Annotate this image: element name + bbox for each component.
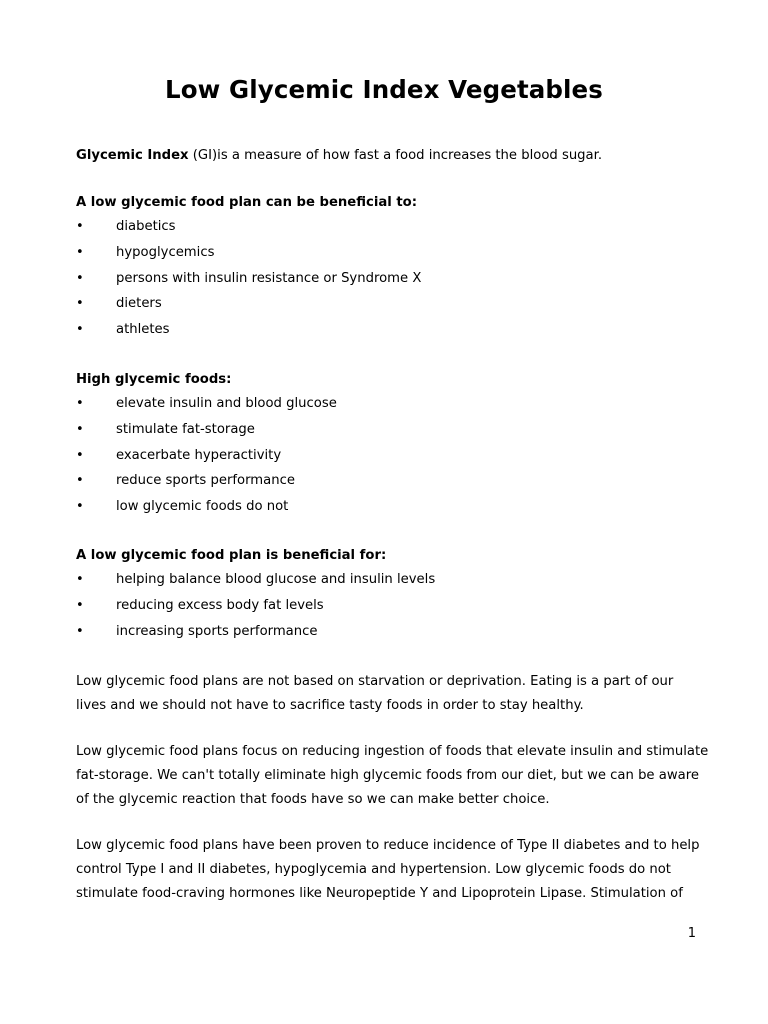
list-item-text: diabetics [116,219,176,234]
list-item-text: athletes [116,322,170,338]
bullet-icon: • [76,597,84,613]
paragraph-starvation [76,670,696,718]
section-heading-beneficial-for: A low glycemic food plan is beneficial for: [76,548,387,563]
list-item-text: helping balance blood glucose and insulin levels [116,572,436,587]
list-item-text: stimulate fat-storage [116,421,255,437]
paragraph-line: stimulate food-craving hormones like Neuropeptide Y and Lipoprotein Lipase. Stimulation of [76,886,683,901]
paragraph-line: fat-storage. We can't totally eliminate high glycemic foods from our diet, but we can be aware [76,768,699,783]
paragraph-proven [76,834,700,906]
page-number: 1 [687,926,696,941]
paragraph-line: Low glycemic food plans are not based on starvation or deprivation. Eating is a part of our [76,674,674,689]
glycemic-index-definition-text: (GI)is a measure of how fast a food increases the blood sugar. [188,148,603,163]
bullet-icon: • [76,296,84,312]
bullet-icon: • [76,499,84,515]
paragraph-line: Low glycemic food plans have been proven to reduce incidence of Type II diabetes and to help [76,838,700,853]
glycemic-index-term: Glycemic Index [76,148,189,163]
list-item-text: elevate insulin and blood glucose [116,396,337,411]
paragraph-line: Low glycemic food plans focus on reducing ingestion of foods that elevate insulin and stimulate [76,744,709,759]
list-item-text: dieters [116,296,162,312]
glycemic-index-definition [76,144,696,168]
list-item-text: reduce sports performance [116,473,295,489]
bullet-icon: • [76,572,84,587]
bullet-icon: • [76,244,84,260]
paragraph-line: control Type I and II diabetes, hypoglycemia and hypertension. Low glycemic foods do not [76,862,671,877]
paragraph-line: lives and we should not have to sacrifice tasty foods in order to stay healthy. [76,698,584,713]
list-item-text: hypoglycemics [116,244,215,260]
list-item-text: increasing sports performance [116,623,318,639]
bullet-icon: • [76,396,84,411]
bullet-icon: • [76,219,84,234]
section-heading-beneficial-to: A low glycemic food plan can be beneficial to: [76,195,418,210]
list-item-text: low glycemic foods do not [116,499,289,515]
list-item-text: reducing excess body fat levels [116,597,324,613]
list-item-text: persons with insulin resistance or Syndrome X [116,270,422,286]
bullet-icon: • [76,270,84,286]
document-title: Low Glycemic Index Vegetables [165,75,603,104]
section-heading-high-glycemic-foods: High glycemic foods: [76,372,232,387]
bullet-icon: • [76,623,84,639]
bullet-icon: • [76,421,84,437]
bullet-icon: • [76,322,84,338]
paragraph-focus [76,740,709,812]
paragraph-line: of the glycemic reaction that foods have so we can make better choice. [76,792,550,807]
bullet-icon: • [76,447,84,463]
bullet-icon: • [76,473,84,489]
list-item-text: exacerbate hyperactivity [116,447,282,463]
